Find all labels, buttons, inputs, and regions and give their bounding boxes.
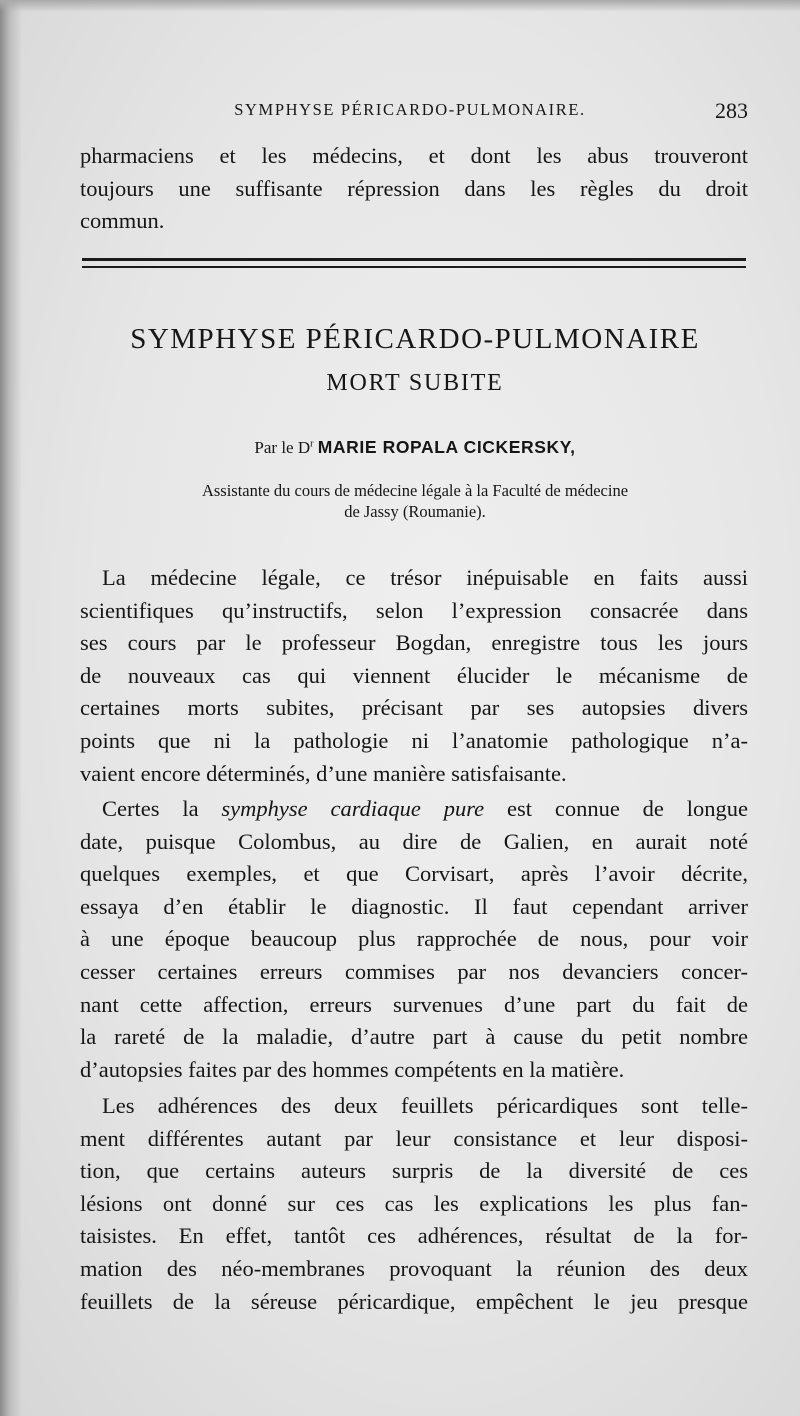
text-line: lésions ont donné sur ces cas les explications les plus fan- <box>80 1190 748 1216</box>
text-line: Les adhérences des deux feuillets péricardiques sont telle- <box>102 1093 748 1118</box>
page-number: 283 <box>715 98 748 123</box>
text-line: mation des néo-membranes provoquant la réunion des deux <box>80 1255 748 1281</box>
paragraph-3 <box>80 1090 748 1318</box>
byline-superscript: r <box>310 438 314 450</box>
running-header: SYMPHYSE PÉRICARDO-PULMONAIRE. <box>234 100 586 119</box>
text-run: est connue de longue <box>484 796 748 821</box>
text-line: toujours une suffisante répression dans les règles du droit <box>80 175 748 201</box>
text-line: de nouveaux cas qui viennent élucider le mécanisme de <box>80 662 748 688</box>
text-line: d’autopsies faites par des hommes compétents en la matière. <box>80 1056 625 1082</box>
text-line: cesser certaines erreurs commises par nos devanciers concer- <box>80 958 748 984</box>
text-line: commun. <box>80 208 165 234</box>
text-line: ment différentes autant par leur consistance et leur disposi- <box>80 1125 748 1151</box>
section-divider-thin <box>82 266 746 268</box>
affiliation-line: de Jassy (Roumanie). <box>344 502 486 521</box>
author-affiliation <box>90 480 740 522</box>
text-line: tion, que certains auteurs surpris de la diversité de ces <box>80 1158 748 1184</box>
text-line: taisistes. En effet, tantôt ces adhérences, résultat de la for- <box>80 1223 748 1249</box>
article-subtitle: MORT SUBITE <box>326 370 504 396</box>
text-line: vaient encore déterminés, d’une manière satisfaisante. <box>80 760 567 786</box>
text-line: ses cours par le professeur Bogdan, enregistre tous les jours <box>80 630 748 656</box>
text-line: nant cette affection, erreurs survenues d’une part du fait de <box>80 991 748 1017</box>
text-line: certaines morts subites, précisant par ses autopsies divers <box>80 695 748 721</box>
text-line: La médecine légale, ce trésor inépuisable en faits aussi <box>102 565 748 590</box>
byline-prefix: Par le D <box>254 438 311 457</box>
text-line: scientifiques qu’instructifs, selon l’expression consacrée dans <box>80 597 748 623</box>
text-line: pharmaciens et les médecins, et dont les abus trouveront <box>80 143 748 168</box>
text-line: feuillets de la séreuse péricardique, empêchent le jeu presque <box>80 1288 748 1314</box>
paragraph-1 <box>80 562 748 790</box>
previous-article-ending <box>80 140 748 238</box>
italic-term: symphyse cardiaque pure <box>221 796 485 821</box>
text-line: points que ni la pathologie ni l’anatomie pathologique n’a- <box>80 727 748 753</box>
text-line: essaya d’en établir le diagnostic. Il faut cependant arriver <box>80 893 748 919</box>
affiliation-line: Assistante du cours de médecine légale à la Faculté de médecine <box>201 481 629 500</box>
author-name: MARIE ROPALA CICKERSKY, <box>317 437 576 457</box>
binding-shadow <box>0 0 22 1416</box>
text-run: Certes la <box>102 796 222 821</box>
top-edge-shadow <box>0 0 800 12</box>
text-line: la rareté de la maladie, d’autre part à cause du petit nombre <box>80 1024 748 1050</box>
section-divider-thick <box>82 258 746 261</box>
byline <box>90 437 740 458</box>
article-title: SYMPHYSE PÉRICARDO-PULMONAIRE <box>130 323 700 355</box>
text-line: à une époque beaucoup plus rapprochée de nous, pour voir <box>80 926 748 952</box>
paragraph-2 <box>80 793 748 1086</box>
text-line: date, puisque Colombus, au dire de Galien, en aurait noté <box>80 828 748 854</box>
text-line: quelques exemples, et que Corvisart, après l’avoir décrite, <box>80 861 748 887</box>
text-line <box>80 793 748 826</box>
